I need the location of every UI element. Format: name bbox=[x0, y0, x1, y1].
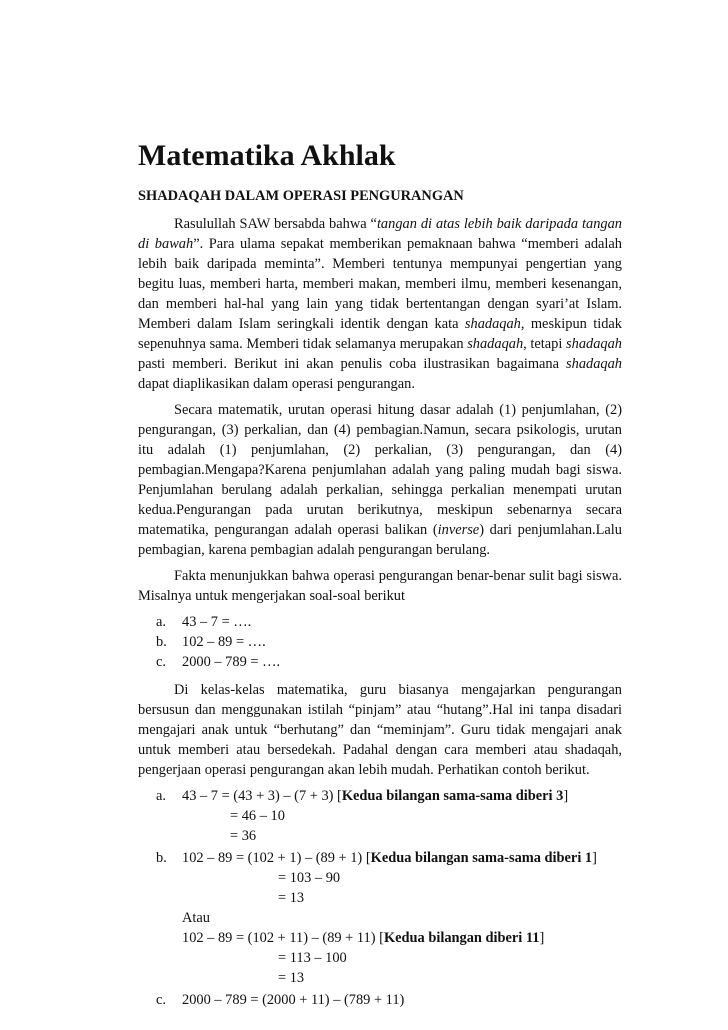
document-body bbox=[138, 138, 622, 1018]
list-marker: a. bbox=[156, 788, 166, 804]
text-run: , meskipun tidak sepenuhnya sama. Memberi tidak selamanya merupakan bbox=[138, 316, 622, 352]
text-run: , tetapi bbox=[523, 336, 567, 352]
example-note: Kedua bilangan sama-sama diberi 3 bbox=[341, 788, 564, 804]
text-run: Secara matematik, urutan operasi hitung dasar adalah (1) penjumlahan, (2) pengurangan, (3) perkalian, dan (4) pembagian.Namun, secara psikologis, urutan itu adalah (1) penjumlahan, (2) perkalian, (3) pengurangan, dan (4) pembagian.Mengapa?Karena penjumlahan adalah yang paling mudah bagi siswa. Penjumlahan berulang adalah perkalian, sehingga perkalian menempati urutan kedua.Pengurangan pada urutan berikutnya, meskipun sebenarnya secara matematika, pengurangan adalah operasi balikan ( bbox=[138, 402, 622, 538]
example-line: 102 – 89 = (102 + 11) – (89 + 11) [Kedua bilangan diberi 11] bbox=[182, 930, 545, 946]
example-step: = 113 – 100 bbox=[278, 950, 347, 966]
paragraph-4: Di kelas-kelas matematika, guru biasanya mengajarkan pengurangan bersusun dan menggunakan istilah “pinjam” atau “hutang”.Hal ini tanpa disadari mengajari anak untuk “berhutang” dan “meminjam”. Guru tidak mengajari anak untuk memberi atau bersedekah. Padahal dengan cara memberi atau shadaqah, pengerjaan operasi pengurangan akan lebih mudah. Perhatikan contoh berikut. bbox=[138, 682, 622, 778]
list-marker: c. bbox=[156, 992, 166, 1008]
text-run: dapat diaplikasikan dalam operasi pengurangan. bbox=[138, 376, 415, 392]
example-step: = 36 bbox=[230, 828, 257, 844]
text-run: ”. Para ulama sepakat memberikan pemaknaan bahwa “memberi adalah lebih baik daripada meminta”. Memberi tentunya mempunyai pengertian yang begitu luas, memberi harta, memberi makan, memberi ilmu, memberi kesenangan, dan memberi hal-hal yang lain yang tidak bertentangan dengan syari’at Islam. Memberi dalam Islam seringkali identik dengan kata bbox=[138, 236, 622, 332]
paragraph-1 bbox=[138, 214, 622, 394]
document-title: Matematika Akhlak bbox=[138, 139, 396, 172]
list-item bbox=[138, 632, 622, 652]
text-run: ) dari penjumlahan.Lalu pembagian, karena pembagian adalah pengurangan berulang. bbox=[138, 522, 622, 558]
list-item bbox=[138, 848, 622, 988]
example-note: Kedua bilangan sama-sama diberi 1 bbox=[370, 850, 593, 866]
paragraph-2 bbox=[138, 400, 622, 560]
italic-text: shadaqah bbox=[566, 356, 622, 372]
italic-text: tangan di atas lebih baik daripada tangan di bawah bbox=[138, 216, 622, 252]
alternative-label: Atau bbox=[182, 910, 210, 926]
text-run: pasti memberi. Berikut ini akan penulis coba ilustrasikan bagaimana bbox=[138, 356, 567, 372]
list-item bbox=[138, 786, 622, 846]
section-heading: SHADAQAH DALAM OPERASI PENGURANGAN bbox=[138, 188, 464, 204]
list-marker: c. bbox=[156, 654, 166, 670]
problem-text: 2000 – 789 = …. bbox=[182, 654, 281, 670]
italic-text: shadaqah bbox=[464, 316, 521, 332]
paragraph-3: Fakta menunjukkan bahwa operasi pengurangan benar-benar sulit bagi siswa. Misalnya untuk mengerjakan soal-soal berikut bbox=[138, 568, 622, 604]
example-step: = 13 bbox=[278, 970, 305, 986]
italic-text: inverse bbox=[437, 522, 480, 538]
example-line: 102 – 89 = (102 + 1) – (89 + 1) [Kedua bilangan sama-sama diberi 1] bbox=[182, 850, 597, 866]
italic-text: shadaqah bbox=[566, 336, 622, 352]
example-list bbox=[138, 786, 622, 1010]
list-marker: b. bbox=[156, 850, 167, 866]
list-marker: a. bbox=[156, 614, 166, 630]
example-line: 43 – 7 = (43 + 3) – (7 + 3) [Kedua bilangan sama-sama diberi 3] bbox=[182, 788, 569, 804]
list-marker: b. bbox=[156, 634, 167, 650]
example-step: = 103 – 90 bbox=[278, 870, 341, 886]
example-line: 2000 – 789 = (2000 + 11) – (789 + 11) bbox=[182, 992, 405, 1008]
problem-text: 43 – 7 = …. bbox=[182, 614, 252, 630]
example-note: Kedua bilangan diberi 11 bbox=[383, 930, 540, 946]
problem-list bbox=[138, 612, 622, 672]
list-item bbox=[138, 652, 622, 672]
example-step: = 13 bbox=[278, 890, 305, 906]
problem-text: 102 – 89 = …. bbox=[182, 634, 266, 650]
example-step: = 46 – 10 bbox=[230, 808, 285, 824]
list-item bbox=[138, 990, 622, 1010]
italic-text: shadaqah bbox=[467, 336, 524, 352]
text-run: Rasulullah SAW bersabda bahwa “ bbox=[174, 216, 377, 232]
list-item bbox=[138, 612, 622, 632]
